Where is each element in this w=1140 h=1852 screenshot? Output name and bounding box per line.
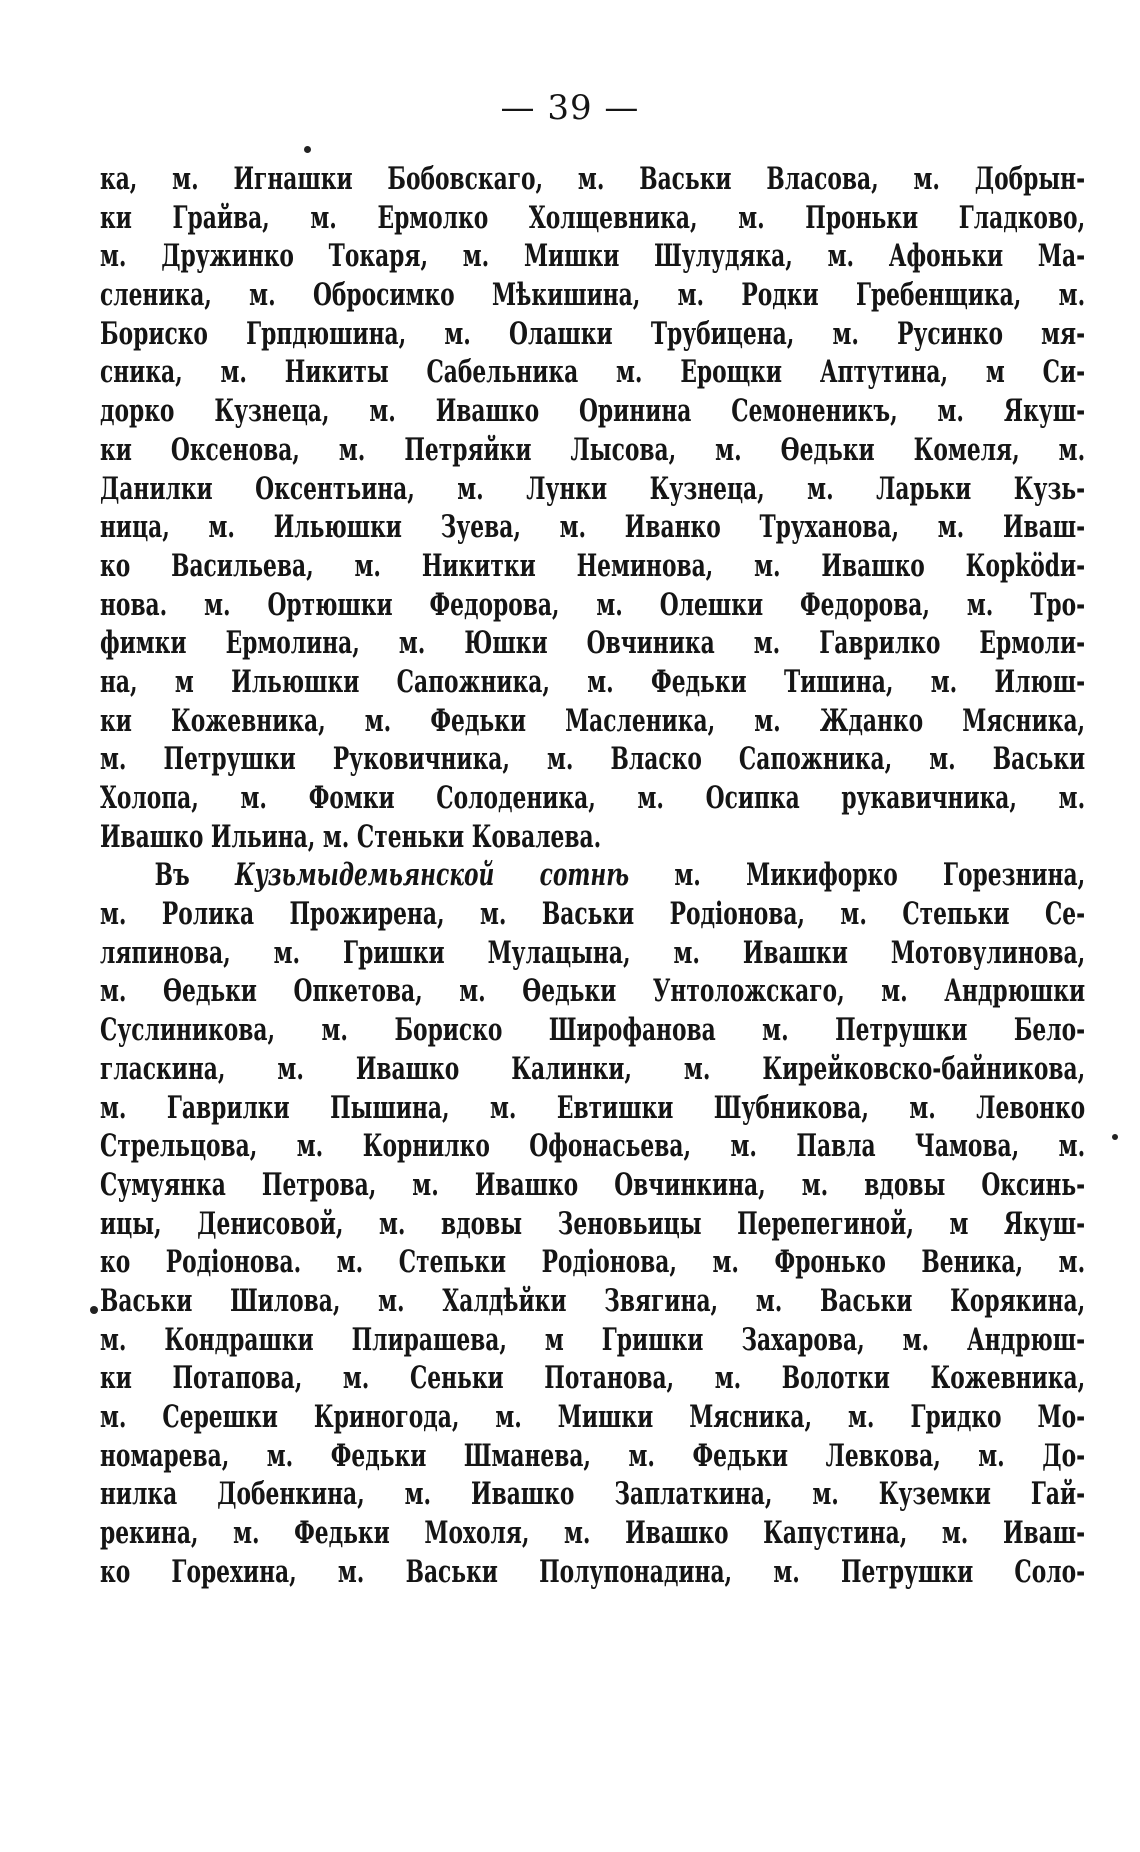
- text-line: ница, м. Ильюшки Зуева, м. Иванко Труханова, м. Иваш-: [100, 509, 1086, 546]
- text-line: сника, м. Никиты Сабельника м. Ерощки Аптутина, м Си-: [100, 354, 1086, 391]
- text-line: гласкина, м. Ивашко Калинки, м. Кирейковско-байникова,: [100, 1050, 1086, 1087]
- text-line: м. Ѳедьки Опкетова, м. Ѳедьки Унтоложскаго, м. Андрюшки: [100, 973, 1086, 1010]
- text-line: м. Ролика Прожирена, м. Васьки Родіонова, м. Степьки Се-: [100, 896, 1086, 933]
- section-lead: Въ: [154, 857, 190, 894]
- ink-speck: [90, 1306, 98, 1314]
- ink-speck: [1112, 1134, 1118, 1140]
- page-number: — 39 —: [500, 88, 640, 128]
- body-text: [100, 160, 1085, 1591]
- text-line: Стрельцова, м. Корнилко Офонасьева, м. Павла Чамова, м.: [100, 1128, 1086, 1165]
- text-line: Холопа, м. Фомки Солоденика, м. Осипка рукавичника, м.: [100, 780, 1086, 816]
- text-line: номарева, м. Федьки Шманева, м. Федьки Левкова, м. До-: [100, 1437, 1086, 1474]
- text-line: Васьки Шилова, м. Халдѣйки Звягина, м. Васьки Корякина,: [100, 1282, 1086, 1319]
- text-line: нилка Добенкина, м. Ивашко Заплаткина, м. Куземки Гай-: [100, 1476, 1086, 1513]
- text-line: Данилки Оксентьина, м. Лунки Кузнеца, м. Ларьки Кузь-: [100, 470, 1086, 507]
- section-title: Кузьмыдемьянской сотнѣ: [234, 857, 630, 894]
- text-line: ка, м. Игнашки Бобовскаго, м. Васьки Власова, м. Добрын-: [100, 161, 1086, 197]
- text-line: фимки Ермолина, м. Юшки Овчиника м. Гаврилко Ермоли-: [100, 625, 1086, 662]
- section-heading-line: [100, 856, 1085, 895]
- text-line: ляпинова, м. Гришки Мулацына, м. Ивашки Мотовулинова,: [100, 934, 1086, 971]
- text-line: ки Оксенова, м. Петряйки Лысова, м. Ѳедьки Комеля, м.: [100, 431, 1086, 468]
- text-line: ки Потапова, м. Сеньки Потанова, м. Волотки Кожевника,: [100, 1360, 1086, 1397]
- text-line: на, м Ильюшки Сапожника, м. Федьки Тишина, м. Илюш-: [100, 663, 1086, 700]
- text-line: Сумуянка Петрова, м. Ивашко Овчинкина, м. вдовы Оксинь-: [100, 1166, 1086, 1203]
- text-line: дорко Кузнеца, м. Ивашко Оринина Семоненикъ, м. Якуш-: [100, 393, 1086, 430]
- text-line: м. Серешки Криногода, м. Мишки Мясника, м. Гридко Мо-: [100, 1399, 1086, 1435]
- text-line: Суслиникова, м. Бориско Широфанова м. Петрушки Бело-: [100, 1012, 1086, 1049]
- text-line: ко Васильева, м. Никитки Неминова, м. Ивашко Корködи-: [100, 547, 1086, 584]
- text-line: ко Родіонова. м. Степьки Родіонова, м. Фронько Веника, м.: [100, 1244, 1086, 1281]
- text-line: м. Гаврилки Пышина, м. Евтишки Шубникова, м. Левонко: [100, 1089, 1086, 1126]
- text-line: Ивашко Ильина, м. Стеньки Ковалева.: [100, 818, 602, 855]
- text-line: ки Кожевника, м. Федьки Масленика, м. Жданко Мясника,: [100, 702, 1086, 739]
- text-line: рекина, м. Федьки Мохоля, м. Ивашко Капустина, м. Иваш-: [100, 1515, 1086, 1552]
- text-line: м. Кондрашки Плирашева, м Гришки Захарова, м. Андрюш-: [100, 1321, 1086, 1358]
- text-line: Бориско Грпдюшина, м. Олашки Трубицена, м. Русинко мя-: [100, 315, 1086, 352]
- text-line: ицы, Денисовой, м. вдовы Зеновьицы Перепегиной, м Якуш-: [100, 1205, 1086, 1242]
- text-line: м. Петрушки Руковичника, м. Власко Сапожника, м. Васьки: [100, 741, 1086, 778]
- text-line: м. Дружинко Токаря, м. Мишки Шулудяка, м. Афоньки Ма-: [100, 238, 1086, 275]
- section-first-rest: м. Микифорко Горезнина,: [674, 857, 1086, 894]
- text-line: ко Горехина, м. Васьки Полупонадина, м. Петрушки Соло-: [100, 1553, 1086, 1590]
- ink-speck: [304, 146, 311, 153]
- text-line: сленика, м. Обросимко Мѣкишина, м. Родки Гребенщика, м.: [100, 277, 1086, 314]
- text-line: ки Грайва, м. Ермолко Холщевника, м. Проньки Гладково,: [100, 199, 1086, 236]
- text-line: нова. м. Ортюшки Федорова, м. Олешки Федорова, м. Тро-: [100, 586, 1086, 623]
